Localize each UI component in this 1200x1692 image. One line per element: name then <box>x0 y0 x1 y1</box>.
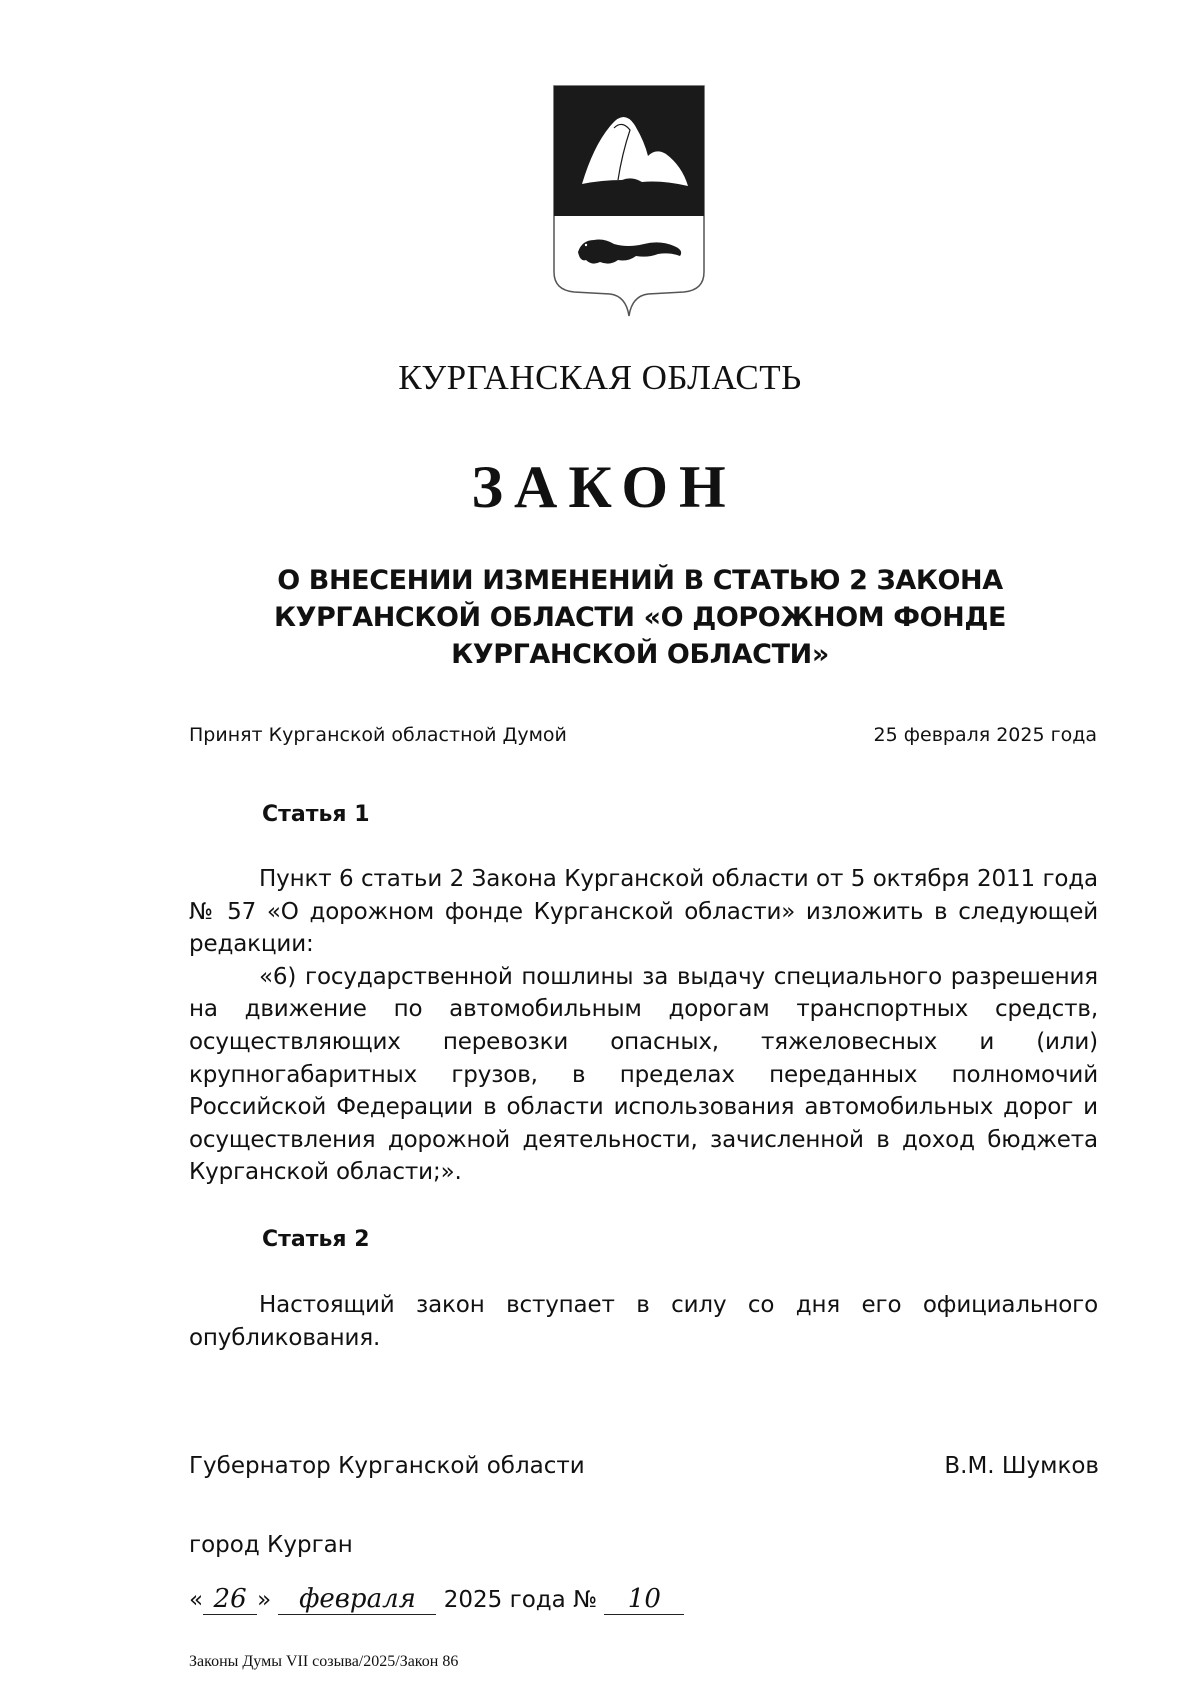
footer-reference: Законы Думы VII созыва/2025/Закон 86 <box>189 1653 459 1670</box>
adopted-date: 25 февраля 2025 года <box>873 724 1097 746</box>
signatory-name: В.М. Шумков <box>944 1453 1099 1479</box>
article-1-paragraph: «6) государственной пошлины за выдачу специального разрешения на движение по автомобильным дорогам транспортных средств, осуществляющих перевозки опасных, тяжеловесных и (или) крупногабаритных грузов, в пределах переданных полномочий Российской Федерации в области использования автомобильных дорог и осуществления дорожной деятельности, зачисленной в доход бюджета Курганской области;». <box>189 963 1098 1186</box>
document-title-line: О ВНЕСЕНИИ ИЗМЕНЕНИЙ В СТАТЬЮ 2 ЗАКОНА <box>277 565 1003 596</box>
article-1-paragraph: Пункт 6 статьи 2 Закона Курганской области от 5 октября 2011 года № 57 «О дорожном фонде Курганской области» изложить в следующей редакции: <box>189 866 1098 958</box>
document-title <box>240 562 1040 673</box>
signatory-role: Губернатор Курганской области <box>189 1453 585 1479</box>
article-1-heading: Статья 1 <box>262 802 370 827</box>
place-of-signing: город Курган <box>189 1532 353 1558</box>
quote-open: « <box>189 1587 204 1613</box>
signing-day: 26 <box>203 1584 257 1615</box>
quote-close: » <box>257 1587 272 1613</box>
article-1-body <box>189 863 1098 1189</box>
adopted-by: Принят Курганской областной Думой <box>189 724 567 746</box>
signing-year: 2025 года № <box>443 1587 598 1613</box>
signing-month: февраля <box>278 1584 436 1615</box>
article-2-body <box>189 1289 1098 1354</box>
document-title-line: КУРГАНСКОЙ ОБЛАСТИ «О ДОРОЖНОМ ФОНДЕ <box>273 602 1007 633</box>
signing-date-line <box>189 1583 684 1617</box>
coat-of-arms-icon <box>552 84 706 322</box>
law-number: 10 <box>604 1584 684 1615</box>
article-2-heading: Статья 2 <box>262 1227 370 1252</box>
article-2-paragraph: Настоящий закон вступает в силу со дня его официального опубликования. <box>189 1292 1098 1351</box>
region-title: КУРГАНСКАЯ ОБЛАСТЬ <box>398 358 802 397</box>
document-title-line: КУРГАНСКОЙ ОБЛАСТИ» <box>451 639 829 670</box>
document-type: ЗАКОН <box>471 454 737 520</box>
